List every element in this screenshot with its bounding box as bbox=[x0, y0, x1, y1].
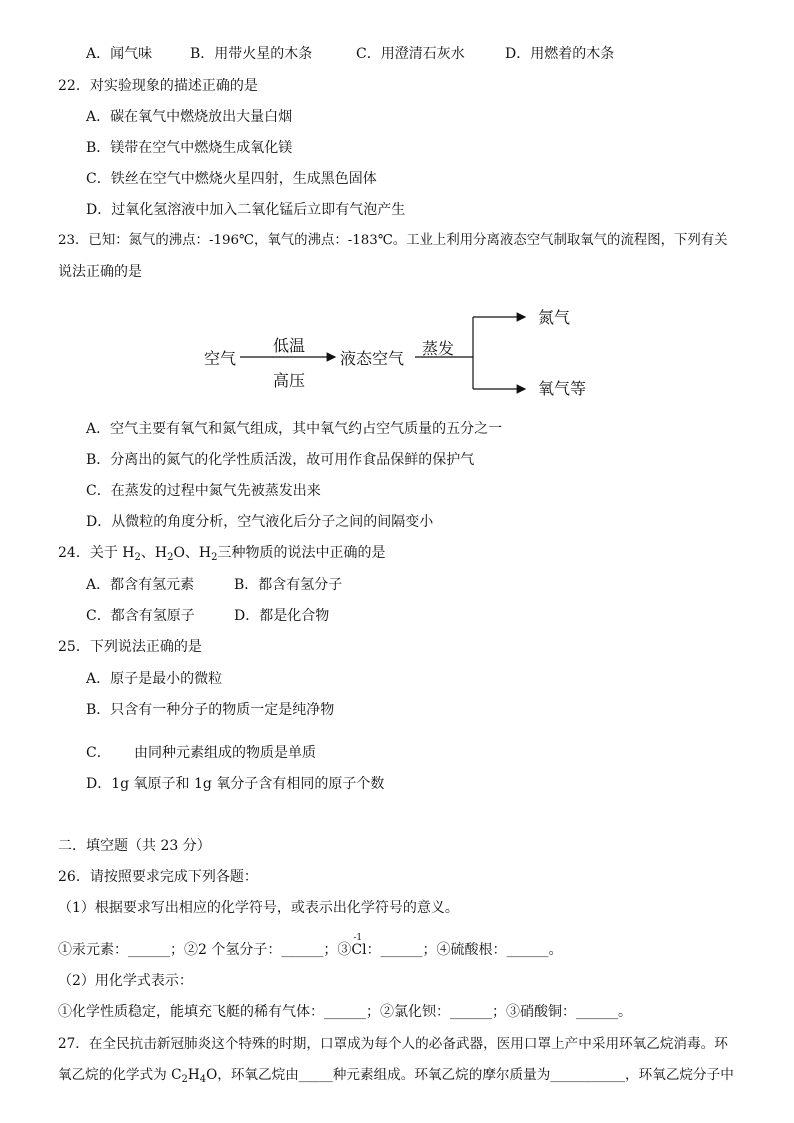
q23-option-c: C．在蒸发的过程中氮气先被蒸发出来 bbox=[86, 483, 321, 499]
q22-option-a: A．碳在氧气中燃烧放出大量白烟 bbox=[86, 109, 293, 125]
q26-line1 bbox=[58, 933, 563, 959]
subscript: 2 bbox=[134, 552, 141, 563]
flow-diagram bbox=[195, 300, 595, 400]
q27-line2-suffix: O，环氧乙烷由_____种元素组成。环氧乙烷的摩尔质量为___________，环氧乙烷分子中 bbox=[206, 1067, 734, 1083]
q26-part1: （1）根据要求写出相应的化学符号，或表示出化学符号的意义。 bbox=[58, 900, 459, 916]
q27-line2-mid: H bbox=[187, 1067, 200, 1083]
q26-line2: ①化学性质稳定，能填充飞艇的稀有气体：______；②氯化钡：______；③硝酸铜：______。 bbox=[58, 1004, 632, 1020]
q23-option-d: D．从微粒的角度分析，空气液化后分子之间的间隔变小 bbox=[86, 514, 434, 530]
chlorine-valence: -1 bbox=[353, 933, 363, 943]
flow-cond-high-pressure: 高压 bbox=[273, 371, 306, 390]
q23-stem-line1: 23．已知：氮气的沸点：-196℃，氧气的沸点：-183℃。工业上利用分离液态空气制取氧气的流程图，下列有关 bbox=[58, 233, 728, 248]
q25-option-c-label: C． bbox=[86, 745, 111, 761]
q21-option-c: C．用澄清石灰水 bbox=[356, 46, 465, 62]
flow-evaporation: 蒸发 bbox=[422, 339, 455, 358]
q27-line2 bbox=[58, 1066, 734, 1084]
q25-stem: 25．下列说法正确的是 bbox=[58, 639, 202, 655]
q24-option-b: B．都含有氢分子 bbox=[234, 577, 343, 593]
flow-input-air: 空气 bbox=[204, 349, 237, 368]
q25-option-d: D．1g 氧原子和 1g 氧分子含有相同的原子个数 bbox=[86, 776, 385, 792]
q24-stem-mid2: O、H bbox=[173, 545, 212, 561]
q22-stem: 22．对实验现象的描述正确的是 bbox=[58, 78, 258, 94]
q24-options-row2 bbox=[0, 607, 794, 625]
section2-title: 二．填空题（共 23 分） bbox=[58, 838, 211, 854]
q26-stem: 26．请按照要求完成下列各题： bbox=[58, 869, 258, 885]
q24-options-row1 bbox=[0, 576, 794, 594]
q24-stem-suffix: 三种物质的说法中正确的是 bbox=[217, 545, 386, 561]
q21-option-a: A．闻气味 bbox=[86, 46, 153, 62]
q22-option-c: C．铁丝在空气中燃烧火星四射，生成黑色固体 bbox=[86, 171, 377, 187]
q24-stem bbox=[58, 544, 386, 562]
q23-option-a: A．空气主要有氧气和氮气组成，其中氧气约占空气质量的五分之一 bbox=[86, 421, 503, 437]
q22-option-b: B．镁带在空气中燃烧生成氧化镁 bbox=[86, 140, 293, 156]
q24-stem-mid1: 、H bbox=[140, 545, 168, 561]
flow-liquid-air: 液态空气 bbox=[340, 349, 405, 368]
q26-part2: （2）用化学式表示： bbox=[58, 973, 193, 989]
q26-line1-b: ：______；④硫酸根：______。 bbox=[366, 942, 563, 958]
q22-option-d: D．过氧化氢溶液中加入二氧化锰后立即有气泡产生 bbox=[86, 202, 406, 218]
q25-option-b: B．只含有一种分子的物质一定是纯净物 bbox=[86, 702, 335, 718]
q25-option-a: A．原子是最小的微粒 bbox=[86, 671, 223, 687]
q21-option-d: D．用燃着的木条 bbox=[505, 46, 615, 62]
q24-option-d: D．都是化合物 bbox=[234, 608, 330, 624]
flow-output-nitrogen: 氮气 bbox=[538, 308, 571, 327]
chlorine-symbol bbox=[351, 933, 367, 959]
q24-stem-prefix: 24．关于 H bbox=[58, 545, 135, 561]
q25-option-c-text: 由同种元素组成的物质是单质 bbox=[134, 745, 316, 761]
chlorine-letters: Cl bbox=[351, 942, 367, 958]
q21-option-b: B．用带火星的木条 bbox=[190, 46, 313, 62]
q23-stem-line2: 说法正确的是 bbox=[58, 264, 142, 280]
q27-line2-prefix: 氧乙烷的化学式为 C bbox=[58, 1067, 182, 1083]
subscript: 4 bbox=[199, 1074, 207, 1085]
q26-line1-a: ①汞元素：______；②2 个氢分子：______；③ bbox=[58, 942, 352, 958]
q24-option-a: A．都含有氢元素 bbox=[86, 577, 195, 593]
q23-option-b: B．分离出的氮气的化学性质活泼，故可用作食品保鲜的保护气 bbox=[86, 452, 475, 468]
subscript: 2 bbox=[181, 1074, 188, 1085]
q27-line1: 27．在全民抗击新冠肺炎这个特殊的时期，口罩成为每个人的必备武器，医用口罩上产中采用环氧乙烷消毒。环 bbox=[58, 1036, 728, 1052]
flow-output-oxygen: 氧气等 bbox=[538, 379, 587, 398]
q25-option-c bbox=[0, 744, 794, 762]
q24-option-c: C．都含有氢原子 bbox=[86, 608, 195, 624]
flow-cond-low-temp: 低温 bbox=[273, 336, 306, 355]
subscript: 2 bbox=[167, 552, 174, 563]
subscript: 2 bbox=[211, 552, 218, 563]
q21-options bbox=[0, 45, 794, 63]
